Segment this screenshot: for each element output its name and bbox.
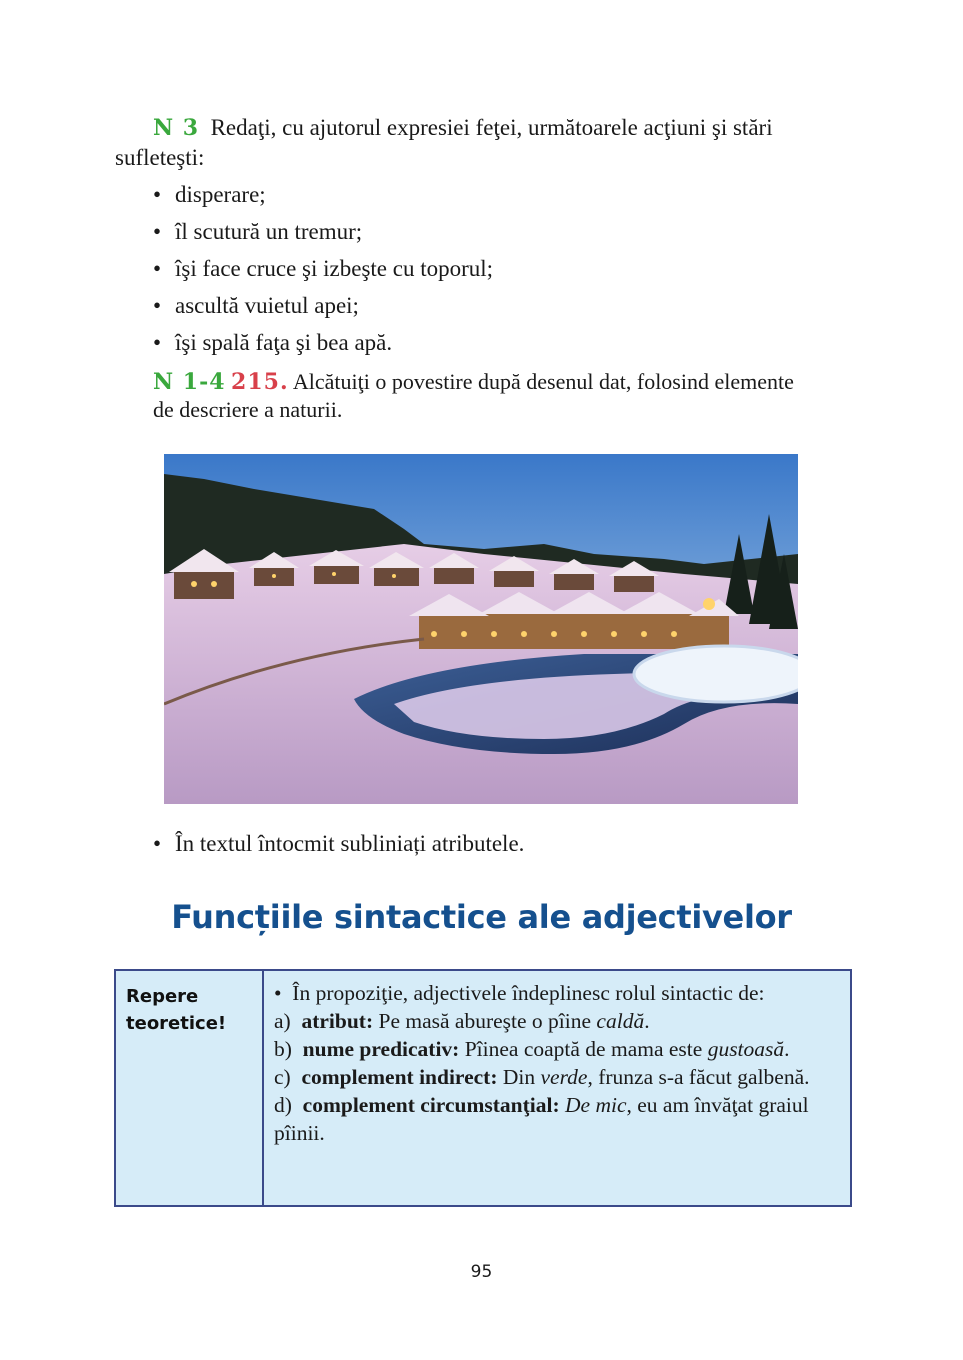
instruction-line-1: Alcătuiţi o povestire după desenul dat, folosind elemente — [292, 369, 794, 394]
theory-content — [264, 971, 850, 1205]
theory-item-b: b) nume predicativ: Pîinea coaptă de mama este gustoasă. — [274, 1037, 790, 1061]
theory-label: Repere teoretice! — [116, 971, 264, 1205]
exercise-number: 215. — [231, 369, 289, 395]
level-badge: N 3 — [153, 115, 200, 141]
exercise-215 — [153, 368, 873, 424]
theory-item-c: c) complement indirect: Din verde, frunza s-a făcut galbenă. — [274, 1065, 810, 1089]
list-item: • ascultă vuietul apei; — [153, 293, 359, 318]
winter-village-illustration — [164, 454, 798, 804]
theory-box — [114, 969, 852, 1207]
list-item: • îl scutură un tremur; — [153, 219, 363, 244]
section-title: Funcțiile sintactice ale adjectivelor — [171, 898, 792, 936]
page-number: 95 — [470, 1262, 493, 1282]
list-item: • îşi face cruce şi izbeşte cu toporul; — [153, 256, 494, 281]
instruction-text: Redaţi, cu ajutorul expresiei feţei, următoarele acţiuni şi stări sufleteşti: — [115, 115, 773, 170]
list-item: • îşi spală faţa şi bea apă. — [153, 330, 393, 355]
exercise-n3-list — [153, 176, 853, 361]
theory-item-a: a) atribut: Pe masă abureşte o pîine caldă. — [274, 1009, 650, 1033]
theory-intro: • În propoziţie, adjectivele îndeplinesc rolul sintactic de: — [274, 981, 765, 1005]
after-image-bullet: • În textul întocmit subliniați atributele. — [153, 831, 525, 856]
exercise-n3-instruction — [115, 113, 855, 173]
theory-item-d: d) complement circumstanţial: De mic, eu am învăţat graiul pîinii. — [274, 1093, 809, 1145]
instruction-line-2: de descriere a naturii. — [153, 397, 343, 422]
list-item: • disperare; — [153, 182, 266, 207]
level-badge: N 1-4 — [153, 369, 226, 395]
